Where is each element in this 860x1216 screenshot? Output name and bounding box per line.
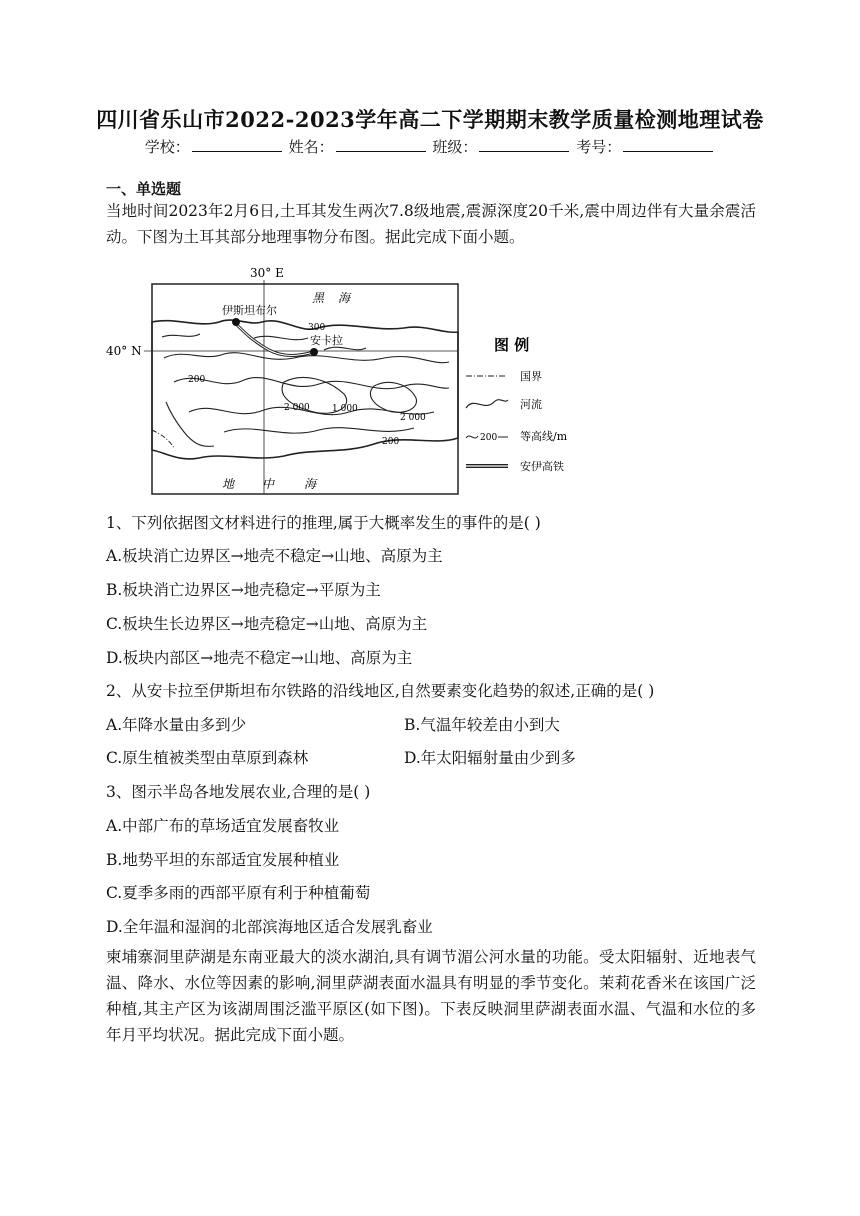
contour-label: 2 000 [284, 403, 310, 413]
latitude-label: 40° N [106, 344, 142, 358]
class-blank[interactable] [479, 137, 569, 152]
ankara-dot-icon [310, 348, 318, 356]
contour-label: 300 [308, 323, 326, 333]
longitude-label: 30° E [250, 266, 284, 280]
question-1-option-c[interactable]: C.板块生长边界区→地壳稳定→山地、高原为主 [106, 615, 428, 633]
turkey-map-figure [104, 262, 604, 500]
med-sea-label-3: 海 [304, 477, 317, 491]
question-2-option-c[interactable]: C.原生植被类型由草原到森林 [106, 749, 309, 767]
contour-label: 1 000 [332, 404, 358, 414]
question-1-option-a[interactable]: A.板块消亡边界区→地壳不稳定→山地、高原为主 [106, 547, 443, 565]
question-2-option-a[interactable]: A.年降水量由多到少 [106, 716, 247, 734]
legend-river-icon [466, 400, 508, 408]
legend-railway-label: 安伊高铁 [520, 460, 564, 473]
page-title: 四川省乐山市2022-2023学年高二下学期期末教学质量检测地理试卷 [96, 107, 764, 132]
med-sea-label-1: 地 [222, 477, 235, 491]
question-3-option-d[interactable]: D.全年温和湿润的北部滨海地区适合发展乳畜业 [106, 918, 433, 936]
istanbul-dot-icon [232, 318, 240, 326]
legend-river-label: 河流 [520, 398, 542, 411]
question-2-option-b[interactable]: B.气温年较差由小到大 [404, 716, 560, 734]
coastline [152, 320, 458, 459]
map-legend [466, 336, 568, 473]
contour-label: 200 [382, 437, 400, 447]
class-label: 班级： [432, 138, 478, 156]
question-3-option-c[interactable]: C.夏季多雨的西部平原有利于种植葡萄 [106, 884, 371, 902]
med-sea-label-2: 中 [262, 477, 275, 491]
legend-contour-value: 200 [480, 433, 498, 443]
section-heading: 一、单选题 [106, 180, 182, 198]
question-3-stem: 3、图示半岛各地发展农业,合理的是( ) [106, 783, 371, 801]
legend-border-label: 国界 [520, 370, 542, 383]
ankara-label: 安卡拉 [310, 334, 343, 347]
question-1-stem: 1、下列依据图文材料进行的推理,属于大概率发生的事件的是( ) [106, 514, 541, 532]
map-frame [152, 284, 458, 494]
school-label: 学校： [144, 138, 190, 156]
student-info-line [0, 136, 860, 157]
exam-no-label: 考号： [576, 138, 622, 156]
istanbul-label: 伊斯坦布尔 [222, 304, 277, 317]
legend-title: 图 例 [494, 336, 530, 354]
intro-paragraph-2: 柬埔寨洞里萨湖是东南亚最大的淡水湖泊,具有调节湄公河水量的功能。受太阳辐射、近地表气温、降水、水位等因素的影响,洞里萨湖表面水温具有明显的季节变化。茉莉花香米在该国广泛种植,其主产区为该湖周围泛滥平原区(如下图)。下表反映洞里萨湖表面水温、气温和水位的多年月平均状况。据此完成下面小题。 [106, 948, 756, 1044]
intro-paragraph-1: 当地时间2023年2月6日,土耳其发生两次7.8级地震,震源深度20千米,震中周边伴有大量余震活动。下图为土耳其部分地理事物分布图。据此完成下面小题。 [106, 202, 756, 246]
question-2-stem: 2、从安卡拉至伊斯坦布尔铁路的沿线地区,自然要素变化趋势的叙述,正确的是( ) [106, 682, 655, 700]
question-3-option-a[interactable]: A.中部广布的草场适宜发展畜牧业 [106, 817, 340, 835]
exam-no-blank[interactable] [623, 137, 713, 152]
name-label: 姓名： [288, 138, 334, 156]
black-sea-label-1: 黑 [312, 291, 325, 305]
legend-contour-icon [466, 436, 478, 438]
border-line [152, 430, 174, 448]
school-blank[interactable] [192, 137, 282, 152]
contour-label: 200 [188, 375, 206, 385]
name-blank[interactable] [336, 137, 426, 152]
black-sea-label-2: 海 [338, 291, 351, 305]
contour-label: 2 000 [400, 413, 426, 423]
question-2-option-d[interactable]: D.年太阳辐射量由少到多 [404, 749, 576, 767]
question-1-option-b[interactable]: B.板块消亡边界区→地壳稳定→平原为主 [106, 581, 381, 599]
question-3-option-b[interactable]: B.地势平坦的东部适宜发展种植业 [106, 851, 340, 869]
legend-contour-label: 等高线/m [520, 430, 568, 443]
question-1-option-d[interactable]: D.板块内部区→地壳不稳定→山地、高原为主 [106, 649, 413, 667]
